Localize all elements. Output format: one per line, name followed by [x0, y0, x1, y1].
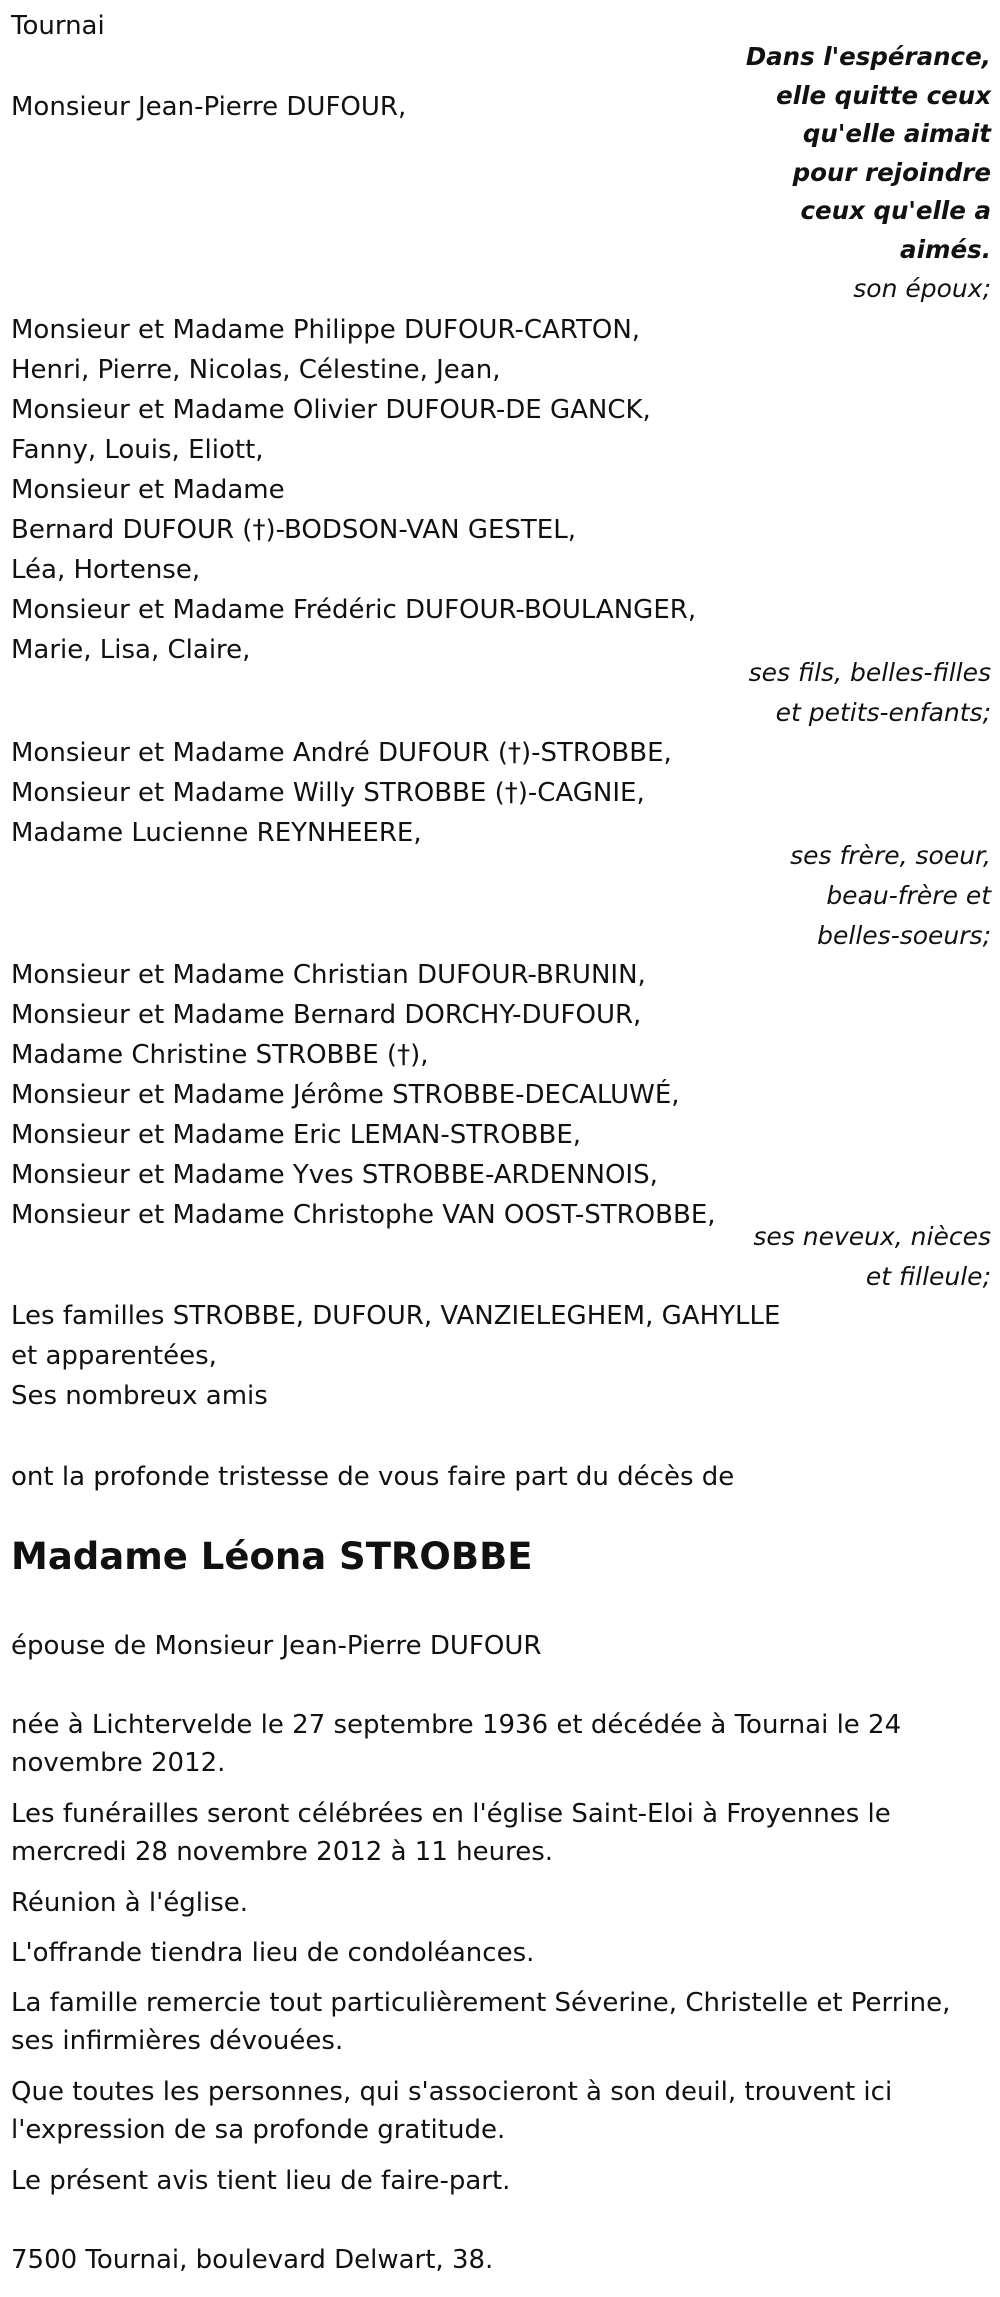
spouse-line: épouse de Monsieur Jean-Pierre DUFOUR	[11, 1631, 542, 1661]
families-line: Ses nombreux amis	[11, 1381, 268, 1411]
relation-label: belles-soeurs;	[817, 921, 991, 950]
reunion-note: Réunion à l'église.	[11, 1888, 249, 1918]
mourner-name: Monsieur et Madame Olivier DUFOUR-DE GANCK,	[11, 395, 651, 425]
mourner-name: Monsieur Jean-Pierre DUFOUR,	[11, 92, 407, 122]
quote-line: aimés.	[900, 234, 991, 264]
notice-note: Le présent avis tient lieu de faire-part.	[11, 2166, 511, 2196]
mourner-name: Monsieur et Madame Eric LEMAN-STROBBE,	[11, 1120, 582, 1150]
quote-line: qu'elle aimait	[802, 119, 991, 148]
relation-label: son époux;	[853, 274, 991, 303]
mourner-name: Monsieur et Madame	[11, 475, 285, 505]
epitaph-quote	[691, 38, 991, 269]
relation-label: et filleule;	[865, 1262, 991, 1291]
mourner-name: Madame Christine STROBBE (†),	[11, 1040, 429, 1070]
relation-label: et petits-enfants;	[775, 698, 991, 727]
quote-line: pour rejoindre	[792, 157, 991, 187]
quote-line: elle quitte ceux	[776, 80, 991, 110]
thanks-note: La famille remercie tout particulièrement Séverine, Christelle et Perrine, ses infirmières dévouées.	[11, 1988, 951, 2056]
relation-label: ses fils, belles-filles	[748, 658, 991, 687]
quote-line: ceux qu'elle a	[800, 196, 991, 225]
mourner-name: Monsieur et Madame Christophe VAN OOST-STROBBE,	[11, 1200, 716, 1230]
mourner-name: Marie, Lisa, Claire,	[11, 635, 251, 665]
funeral-details: Les funérailles seront célébrées en l'église Saint-Eloi à Froyennes le mercredi 28 novembre 2012 à 11 heures.	[11, 1799, 891, 1867]
mourner-name: Monsieur et Madame Philippe DUFOUR-CARTON,	[11, 315, 641, 345]
mourner-name: Fanny, Louis, Eliott,	[11, 435, 264, 465]
families-line: et apparentées,	[11, 1341, 217, 1371]
city-heading: Tournai	[11, 11, 105, 41]
birth-death-text: née à Lichtervelde le 27 septembre 1936 et décédée à Tournai le 24 novembre 2012.	[11, 1710, 902, 1778]
quote-line: Dans l'espérance,	[745, 42, 991, 71]
mourner-name: Bernard DUFOUR (†)-BODSON-VAN GESTEL,	[11, 515, 576, 545]
relation-label: ses frère, soeur,	[790, 841, 991, 870]
mourner-name: Monsieur et Madame Yves STROBBE-ARDENNOIS,	[11, 1160, 658, 1190]
mourner-name: Monsieur et Madame Christian DUFOUR-BRUNIN,	[11, 960, 646, 990]
relation-label: ses neveux, nièces	[753, 1222, 991, 1251]
gratitude-note: Que toutes les personnes, qui s'associeront à son deuil, trouvent ici l'expression de sa profonde gratitude.	[11, 2077, 893, 2145]
relation-label: beau-frère et	[826, 881, 991, 910]
families-line: Les familles STROBBE, DUFOUR, VANZIELEGHEM, GAHYLLE	[11, 1301, 781, 1331]
mourner-name: Léa, Hortense,	[11, 555, 201, 585]
offering-note: L'offrande tiendra lieu de condoléances.	[11, 1938, 535, 1968]
deceased-name: Madame Léona STROBBE	[11, 1535, 533, 1578]
mourner-name: Monsieur et Madame Bernard DORCHY-DUFOUR,	[11, 1000, 642, 1030]
mourner-name: Monsieur et Madame Jérôme STROBBE-DECALUWÉ,	[11, 1080, 680, 1110]
mourner-name: Henri, Pierre, Nicolas, Célestine, Jean,	[11, 355, 501, 385]
mourner-name: Madame Lucienne REYNHEERE,	[11, 818, 422, 848]
address-line: 7500 Tournai, boulevard Delwart, 38.	[11, 2245, 494, 2275]
mourner-name: Monsieur et Madame Frédéric DUFOUR-BOULANGER,	[11, 595, 697, 625]
announcement-text: ont la profonde tristesse de vous faire part du décès de	[11, 1462, 735, 1492]
mourner-name: Monsieur et Madame Willy STROBBE (†)-CAGNIE,	[11, 778, 645, 808]
mourner-name: Monsieur et Madame André DUFOUR (†)-STROBBE,	[11, 738, 672, 768]
